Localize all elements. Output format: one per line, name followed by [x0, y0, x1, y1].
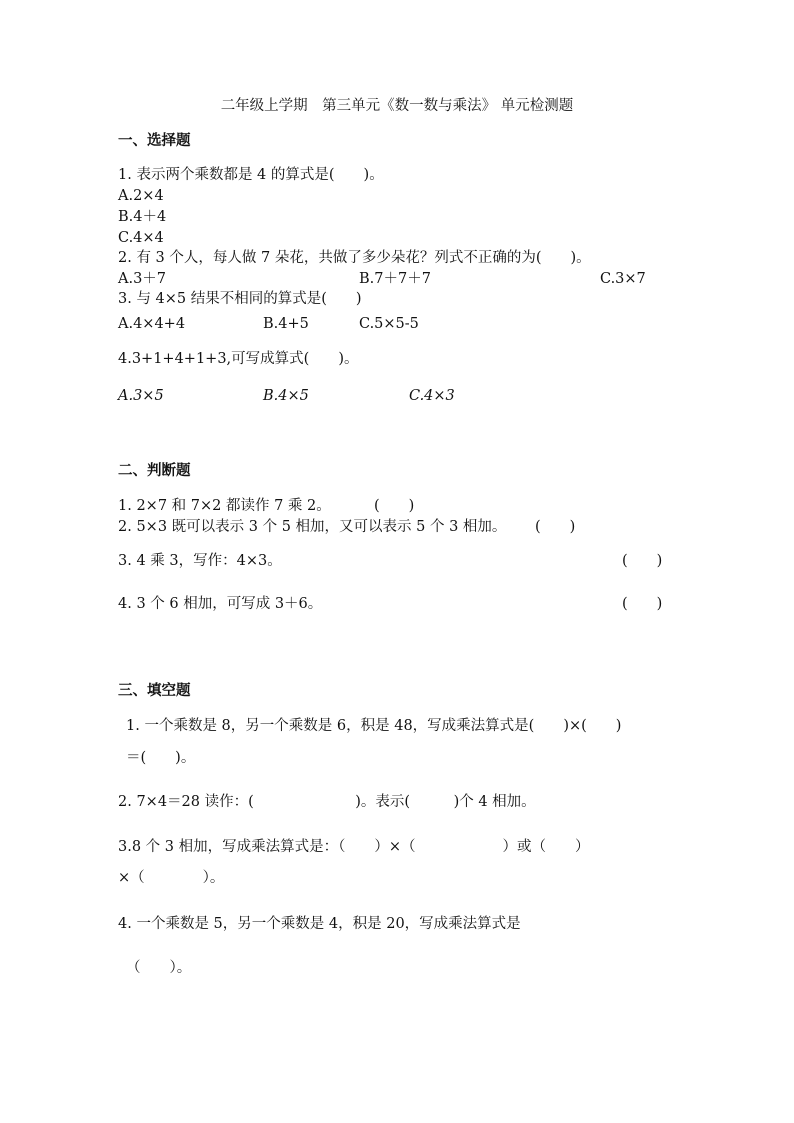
choice-q2-option-c: C.3×7 — [600, 271, 646, 287]
section-heading-choice: 一、选择题 — [118, 133, 191, 149]
choice-q4-option-b: B.4×5 — [263, 388, 309, 404]
judge-q2-text: 2. 5×3 既可以表示 3 个 5 相加，又可以表示 5 个 3 相加。 — [118, 519, 507, 535]
choice-q1-stem: 1. 表示两个乘数都是 4 的算式是( )。 — [118, 167, 384, 183]
fill-q1-line2: ＝( )。 — [126, 750, 196, 766]
fill-q1-line1: 1. 一个乘数是 8，另一个乘数是 6，积是 48，写成乘法算式是( )×( ) — [126, 718, 622, 734]
judge-q1-bracket: ( ) — [374, 498, 415, 514]
page-title: 二年级上学期 第三单元《数一数与乘法》 单元检测题 — [220, 98, 574, 114]
fill-q2: 2. 7×4＝28 读作：( )。表示( )个 4 相加。 — [118, 794, 536, 810]
choice-q3-stem: 3. 与 4×5 结果不相同的算式是( ) — [118, 291, 362, 307]
choice-q4-option-a: A.3×5 — [118, 388, 164, 404]
choice-q4-option-c: C.4×3 — [409, 388, 455, 404]
choice-q2-option-b: B.7＋7＋7 — [359, 271, 431, 287]
choice-q1-option-c: C.4×4 — [118, 230, 164, 246]
judge-q3-text: 3. 4 乘 3，写作：4×3。 — [118, 553, 282, 569]
judge-q1-text: 1. 2×7 和 7×2 都读作 7 乘 2。 — [118, 498, 331, 514]
choice-q2-option-a: A.3＋7 — [118, 271, 167, 287]
judge-q4-bracket: ( ) — [622, 596, 663, 612]
fill-q4-line1: 4. 一个乘数是 5，另一个乘数是 4，积是 20，写成乘法算式是 — [118, 916, 521, 932]
choice-q3-option-b: B.4+5 — [263, 316, 309, 332]
section-heading-fill: 三、填空题 — [118, 683, 191, 699]
choice-q3-option-c: C.5×5-5 — [359, 316, 419, 332]
choice-q2-stem: 2. 有 3 个人，每人做 7 朵花，共做了多少朵花？列式不正确的为( )。 — [118, 250, 591, 266]
judge-q3-bracket: ( ) — [622, 553, 663, 569]
section-heading-judge: 二、判断题 — [118, 463, 191, 479]
fill-q3-line1: 3.8 个 3 相加，写成乘法算式是：（ ）×（ ）或（ ） — [118, 839, 590, 855]
choice-q4-stem: 4.3+1+4+1+3,可写成算式( )。 — [118, 351, 359, 367]
choice-q1-option-a: A.2×4 — [118, 188, 164, 204]
fill-q4-line2: （ ）。 — [126, 960, 192, 976]
judge-q4-text: 4. 3 个 6 相加，可写成 3＋6。 — [118, 596, 323, 612]
judge-q2-bracket: ( ) — [535, 519, 576, 535]
fill-q3-line2: ×（ ）。 — [118, 870, 225, 886]
choice-q3-option-a: A.4×4+4 — [118, 316, 186, 332]
choice-q1-option-b: B.4＋4 — [118, 209, 167, 225]
